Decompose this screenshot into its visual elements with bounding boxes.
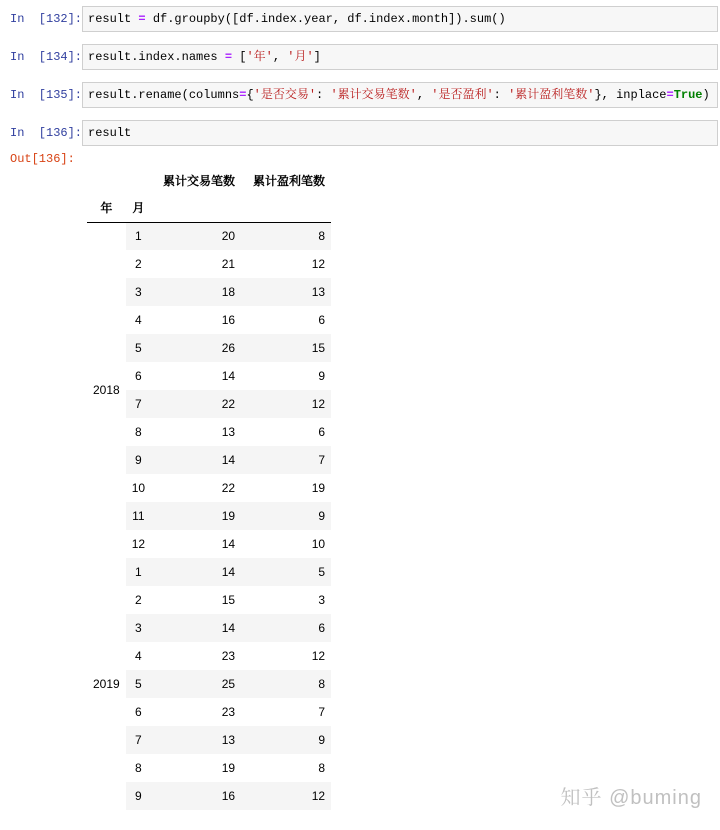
profits-value-cell: 10 [311, 537, 326, 551]
trades-value-cell: 16 [151, 782, 241, 810]
month-index-cell: 2 [135, 593, 142, 607]
code-token: ) [702, 88, 710, 102]
profits-value-cell: 8 [241, 222, 331, 250]
trades-value-cell: 21 [221, 257, 236, 271]
code-editor[interactable] [82, 120, 718, 146]
month-index-cell: 7 [126, 390, 151, 418]
code-token: = [666, 88, 674, 102]
code-token: : [493, 88, 509, 102]
month-index-cell: 1 [126, 222, 151, 250]
profits-value-cell: 6 [318, 313, 326, 327]
code-token: '累计交易笔数' [330, 88, 417, 102]
code-token: = [224, 50, 233, 64]
output-prompt: Out[136]: [10, 152, 75, 166]
trades-value-cell: 19 [221, 761, 236, 775]
code-token: = [239, 88, 247, 102]
month-index-cell: 5 [126, 334, 151, 362]
profits-value-cell: 15 [241, 334, 331, 362]
dataframe-table [87, 166, 331, 810]
month-index-cell: 6 [135, 705, 142, 719]
profits-value-cell: 3 [318, 593, 326, 607]
code-token: , [272, 50, 288, 64]
month-index-cell: 2 [135, 257, 142, 271]
trades-value-cell: 14 [221, 369, 236, 383]
header-row-index-names [87, 194, 331, 222]
month-index-cell: 10 [131, 481, 146, 495]
trades-value-cell: 26 [151, 334, 241, 362]
code-token: True [673, 88, 703, 102]
trades-value-cell: 22 [221, 481, 236, 495]
profits-value-cell: 6 [318, 425, 326, 439]
month-index-cell: 4 [135, 313, 142, 327]
month-index-cell: 9 [126, 446, 151, 474]
year-index-cell: 2019 [87, 558, 126, 810]
month-index-cell: 3 [126, 278, 151, 306]
index-header-blank [87, 166, 126, 194]
code-token: = [138, 12, 146, 26]
trades-value-cell: 25 [151, 670, 241, 698]
month-index-cell: 11 [126, 502, 151, 530]
input-prompt: In [135]: [10, 88, 83, 102]
month-index-cell: 8 [135, 761, 142, 775]
input-prompt: In [132]: [10, 12, 83, 26]
code-token: ] [313, 50, 321, 64]
month-index-cell: 3 [126, 614, 151, 642]
trades-value-cell: 22 [151, 390, 241, 418]
trades-value-cell: 14 [221, 537, 236, 551]
profits-value-cell: 12 [311, 649, 326, 663]
code-token: result [88, 126, 132, 140]
profits-value-cell: 12 [311, 257, 326, 271]
profits-value-cell: 12 [241, 390, 331, 418]
code-token: '是否盈利' [431, 88, 494, 102]
code-token: '年' [246, 50, 273, 64]
month-index-cell: 1 [126, 558, 151, 586]
column-header-profits: 累计盈利笔数 [253, 173, 326, 188]
input-prompt: In [134]: [10, 50, 83, 64]
month-index-cell: 5 [126, 670, 151, 698]
month-index-cell: 8 [135, 425, 142, 439]
trades-value-cell: 14 [151, 558, 241, 586]
code-token: '是否交易' [253, 88, 317, 102]
profits-value-cell: 9 [241, 726, 331, 754]
profits-value-cell: 7 [318, 705, 326, 719]
profits-value-cell: 6 [241, 614, 331, 642]
trades-value-cell: 16 [221, 313, 236, 327]
code-token: df.groupby([df.index.year, df.index.month]).sum() [145, 12, 506, 26]
index-header-blank-2 [126, 166, 151, 194]
profits-value-cell: 19 [311, 481, 326, 495]
index-name-year: 年 [87, 194, 126, 222]
profits-value-cell: 12 [241, 782, 331, 810]
profits-value-cell: 13 [241, 278, 331, 306]
year-index-cell: 2018 [87, 222, 126, 558]
code-token: result [88, 12, 139, 26]
trades-value-cell: 19 [151, 502, 241, 530]
profits-value-cell: 8 [241, 670, 331, 698]
trades-value-cell: 18 [151, 278, 241, 306]
month-index-cell: 7 [126, 726, 151, 754]
trades-value-cell: 13 [221, 425, 236, 439]
trades-value-cell: 20 [151, 222, 241, 250]
code-token: , [416, 88, 432, 102]
table-row [87, 558, 331, 586]
index-header-empty-2 [241, 194, 331, 222]
profits-value-cell: 7 [241, 446, 331, 474]
code-token: { [246, 88, 254, 102]
header-row-columns [87, 166, 331, 194]
code-editor[interactable] [82, 82, 718, 108]
code-token: result.index.names [88, 50, 225, 64]
trades-value-cell: 13 [151, 726, 241, 754]
month-index-cell: 4 [135, 649, 142, 663]
table-row [87, 222, 331, 250]
month-index-cell: 9 [126, 782, 151, 810]
trades-value-cell: 23 [221, 705, 236, 719]
profits-value-cell: 9 [241, 502, 331, 530]
code-token: '月' [287, 50, 314, 64]
code-editor[interactable] [82, 44, 718, 70]
month-index-cell: 12 [131, 537, 146, 551]
index-name-month: 月 [126, 194, 151, 222]
column-header-trades: 累计交易笔数 [163, 173, 236, 188]
code-token: '累计盈利笔数' [508, 88, 595, 102]
month-index-cell: 6 [135, 369, 142, 383]
code-token: [ [232, 50, 247, 64]
trades-value-cell: 23 [221, 649, 236, 663]
profits-value-cell: 8 [318, 761, 326, 775]
trades-value-cell: 14 [151, 614, 241, 642]
trades-value-cell: 15 [221, 593, 236, 607]
code-editor[interactable] [82, 6, 718, 32]
watermark: 知乎 @buming [560, 787, 702, 809]
code-token: }, inplace [594, 88, 667, 102]
index-header-empty [151, 194, 241, 222]
trades-value-cell: 14 [151, 446, 241, 474]
code-token: : [316, 88, 331, 102]
code-token: result.rename(columns [88, 88, 240, 102]
profits-value-cell: 9 [318, 369, 326, 383]
input-prompt: In [136]: [10, 126, 83, 140]
profits-value-cell: 5 [241, 558, 331, 586]
